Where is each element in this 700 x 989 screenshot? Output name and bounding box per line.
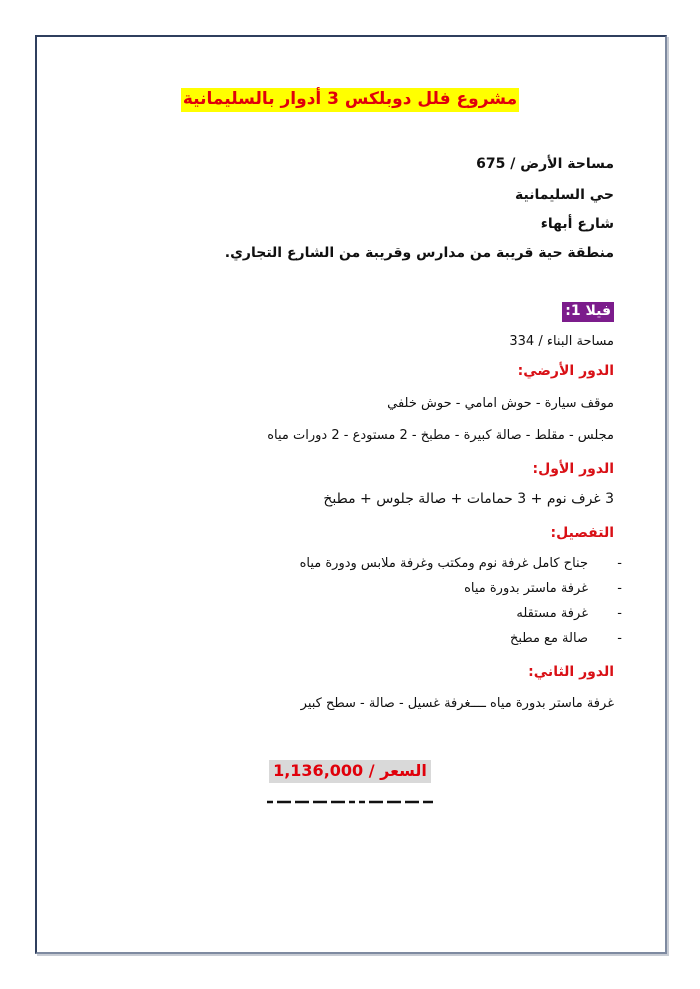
bullet-dash: - <box>617 606 622 621</box>
second-floor-heading: الدور الثاني: <box>528 664 614 680</box>
area-note: منطقة حية قريبة من مدارس وقريبة من الشارع التجاري. <box>224 245 614 261</box>
first-floor-summary: 3 غرف نوم + 3 حمامات + صالة جلوس + مطبخ <box>323 491 614 507</box>
ground-floor-line1: موقف سيارة - حوش امامي - حوش خلفي <box>387 396 614 411</box>
bullet-dash: - <box>617 631 622 646</box>
title-container <box>0 88 700 112</box>
bullet-dash: - <box>617 581 622 596</box>
street: شارع أبهاء <box>540 216 614 232</box>
villa-label: فيلا 1: <box>562 302 614 322</box>
list-item: صالة مع مطبخ - <box>509 631 622 646</box>
building-area: مساحة البناء / 334 <box>509 334 614 349</box>
list-item: غرفة ماستر بدورة مياه - <box>464 581 622 596</box>
land-area: مساحة الأرض / 675 <box>476 156 614 172</box>
list-item: جناح كامل غرفة نوم ومكتب وغرفة ملابس ودورة مياه - <box>299 556 622 571</box>
price: السعر / 1,136,000 <box>269 760 431 783</box>
document-title: مشروع فلل دوبلكس 3 أدوار بالسليمانية <box>181 88 519 112</box>
list-item: غرفة مستقله - <box>516 606 622 621</box>
district: حي السليمانية <box>515 187 614 203</box>
ground-floor-heading: الدور الأرضي: <box>517 363 614 379</box>
villa-label-container <box>562 300 614 319</box>
dashed-divider <box>267 800 433 804</box>
price-container <box>0 760 700 783</box>
details-heading: التفصيل: <box>550 525 614 541</box>
second-floor-line: غرفة ماستر بدورة مياه ــــغرفة غسيل - صالة - سطح كبير <box>300 696 614 711</box>
ground-floor-line2: مجلس - مقلط - صالة كبيرة - مطبخ - 2 مستودع - 2 دورات مياه <box>267 428 614 443</box>
bullet-dash: - <box>617 556 622 571</box>
first-floor-heading: الدور الأول: <box>532 461 614 477</box>
